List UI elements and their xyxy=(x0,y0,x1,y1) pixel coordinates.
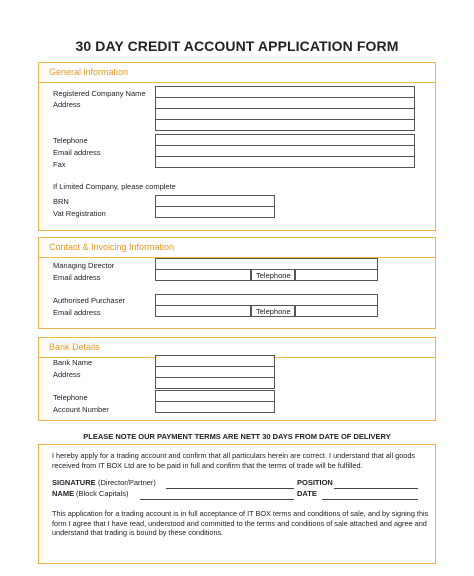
authorised-purchaser-label: Authorised Purchaser xyxy=(53,296,126,305)
date-line[interactable] xyxy=(322,499,418,500)
form-title: 30 DAY CREDIT ACCOUNT APPLICATION FORM xyxy=(75,38,399,54)
bank-address-label: Address xyxy=(53,370,81,379)
position-line[interactable] xyxy=(334,488,418,489)
signature-line[interactable] xyxy=(166,488,294,489)
purchaser-email-field[interactable] xyxy=(155,305,251,317)
general-information-heading: General information xyxy=(49,67,129,77)
fax-label: Fax xyxy=(53,160,66,169)
purchaser-telephone-label: Telephone xyxy=(251,305,295,317)
bank-name-label: Bank Name xyxy=(53,358,93,367)
account-number-field[interactable] xyxy=(155,401,275,413)
signature-hint: (Director/Partner) xyxy=(98,478,156,487)
account-number-label: Account Number xyxy=(53,405,109,414)
fax-field[interactable] xyxy=(155,156,415,168)
signature-label: SIGNATURE xyxy=(52,478,96,487)
acceptance-paragraph: This application for a trading account is in full acceptance of IT BOX terms and conditions of sale, and by signing this form I agree that I have read, understood and committed to the terms and conditions of sale attached and agree and understand that trading is bound by these conditions. xyxy=(52,509,429,538)
contact-email-label: Email address xyxy=(53,273,101,282)
brn-label: BRN xyxy=(53,197,69,206)
telephone-label: Telephone xyxy=(53,136,88,145)
vat-registration-field[interactable] xyxy=(155,206,275,218)
purchaser-telephone-field[interactable] xyxy=(295,305,378,317)
name-label: NAME xyxy=(52,489,75,498)
name-line[interactable] xyxy=(140,499,294,500)
bank-telephone-label: Telephone xyxy=(53,393,88,402)
address-label: Address xyxy=(53,100,81,109)
managing-director-label: Managing Director xyxy=(53,261,115,270)
director-email-field[interactable] xyxy=(155,269,251,281)
email-address-label: Email address xyxy=(53,148,101,157)
bank-address-field-line-2[interactable] xyxy=(155,377,275,389)
director-telephone-label: Telephone xyxy=(251,269,295,281)
position-label: POSITION xyxy=(297,478,333,487)
declaration-paragraph: I hereby apply for a trading account and confirm that all particulars herein are correct. I understand that all goods received from IT BOX Ltd are to be paid in full and confirm that the terms of trade will be fulfilled. xyxy=(52,451,416,470)
contact-invoicing-heading: Contact & Invoicing Information xyxy=(49,242,175,252)
date-label: DATE xyxy=(297,489,317,498)
name-hint: (Block Capitals) xyxy=(76,489,129,498)
payment-terms-notice: PLEASE NOTE OUR PAYMENT TERMS ARE NETT 30 DAYS FROM DATE OF DELIVERY xyxy=(83,432,391,441)
purchaser-email-label: Email address xyxy=(53,308,101,317)
registered-company-name-label: Registered Company Name xyxy=(53,89,146,98)
address-field-line-3[interactable] xyxy=(155,119,415,131)
vat-registration-label: Vat Registration xyxy=(53,209,106,218)
director-telephone-field[interactable] xyxy=(295,269,378,281)
section-divider xyxy=(39,82,435,83)
limited-company-note: If Limited Company, please complete xyxy=(53,182,176,191)
bank-details-heading: Bank Details xyxy=(49,342,100,352)
